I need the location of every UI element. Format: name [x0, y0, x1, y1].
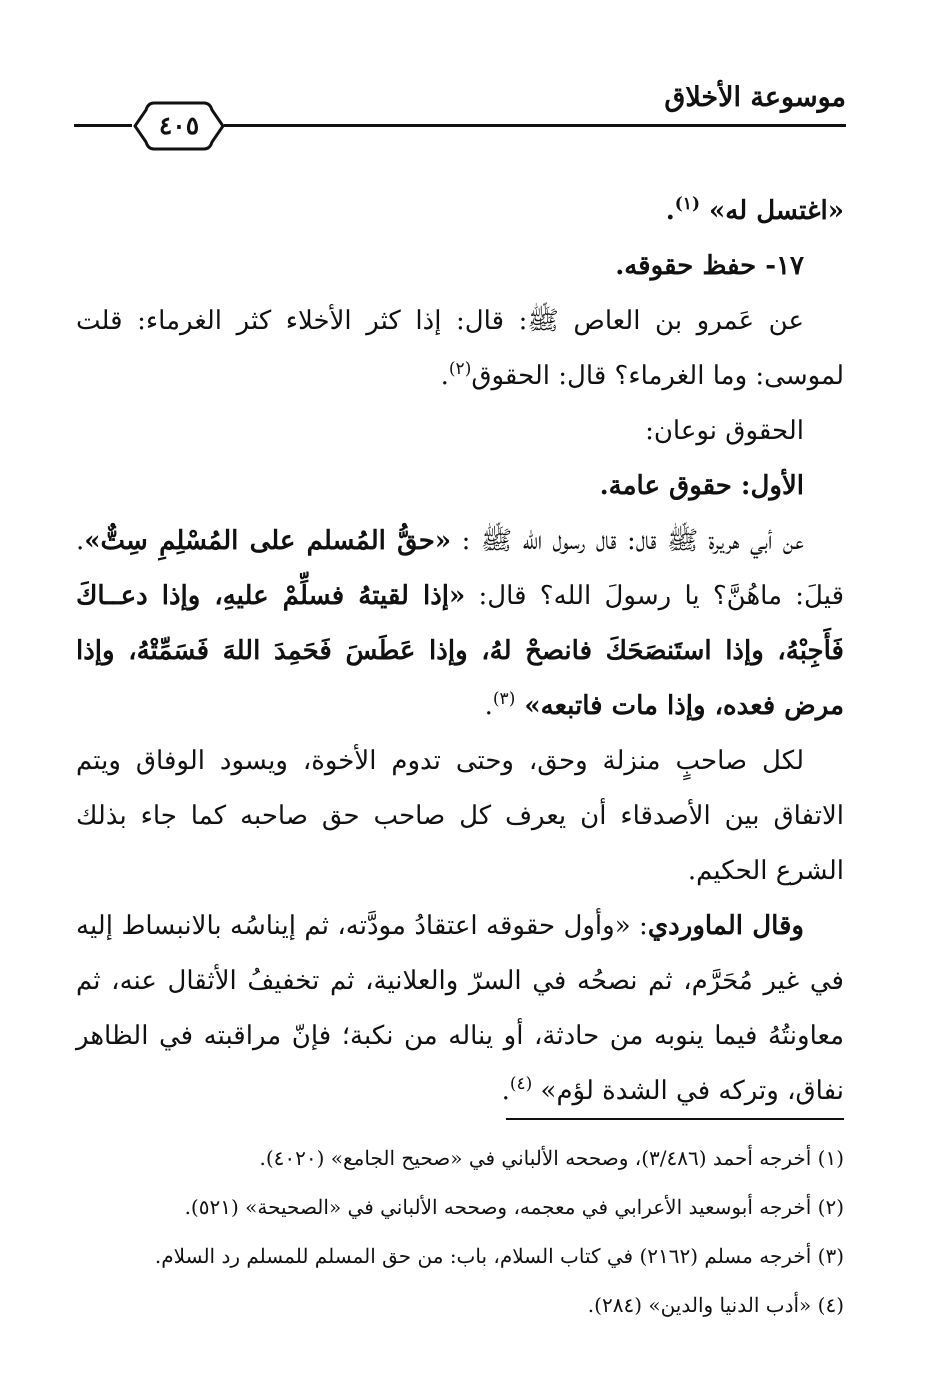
heading-17: ١٧- حفظ حقوقه. [615, 251, 804, 281]
book-title: موسوعة الأخلاق [664, 82, 846, 113]
footnote-ref-1: (١) [674, 194, 700, 214]
header-rule [224, 124, 846, 127]
footnote-1: (١) أخرجه أحمد (٣/٤٨٦)، وصححه الألباني في «صحيح الجامع» (٤٠٢٠). [259, 1146, 844, 1170]
paragraph-6 [76, 514, 844, 734]
hadith-intro: عن أبي هريرة ﷺ قال: قال رسول اللّه ﷺ : [451, 526, 804, 556]
period: . [484, 691, 493, 721]
footnote-ref-3: (٣) [492, 689, 516, 709]
paragraph-4: الحقوق نوعان: [645, 416, 804, 446]
page-header [74, 82, 846, 162]
footnote-4: (٤) «أدب الدنيا والدين» (٢٨٤). [587, 1293, 844, 1317]
footnote-separator [506, 1118, 844, 1120]
paragraph-1 [76, 184, 844, 239]
paragraph-7: لكل صاحبٍ منزلة وحق، وحتى تدوم الأخوة، ويسود الوفاق ويتم الاتفاق بين الأصدقاء أن يعرف كل صاحب حق صاحبه كما جاء بذلك الشرع الحكيم. [76, 746, 844, 886]
hadith-quote: «حقُّ المُسلم على المُسْلِمِ سِتٌّ» [84, 526, 452, 556]
mawardi-quote: : «وأول حقوقه اعتقادُ مودَّته، ثم إيناسُه بالانبساط إليه في غير مُحَرَّم، ثم نصحُه في السرّ والعلانية، ثم تخفيفُ الأثقال عنه، ثم معاونتُهُ فيما ينوبه من حادثة، أو يناله من نكبة؛ فإنّ مراقبته في الظاهر نفاق، وتركه في الشدة لؤم» [76, 911, 844, 1106]
page-number: ٤٠٥ [158, 111, 200, 140]
footnote-3: (٣) أخرجه مسلم (٢١٦٢) في كتاب السلام، باب: من حق المسلم للمسلم رد السلام. [154, 1244, 844, 1268]
header-rule-left [74, 124, 132, 127]
heading-first-type: الأول: حقوق عامة. [599, 471, 804, 501]
footnote-2: (٢) أخرجه أبوسعيد الأعرابي في معجمه، وصححه الألباني في «الصحيحة» (٥٢١). [184, 1195, 844, 1219]
period: . [501, 1076, 510, 1106]
paragraph-8 [76, 899, 844, 1119]
page-number-ornament [132, 100, 226, 152]
quote-text: «اغتسل له» [699, 196, 844, 226]
main-text [76, 184, 844, 1119]
period: . [440, 361, 449, 391]
hadith-question: . قيلَ: ماهُنَّ؟ يا رسولَ الله؟ قال: [76, 526, 844, 611]
author-name: وقال الماوردي [647, 911, 804, 941]
paragraph-3 [76, 294, 844, 404]
period: . [665, 196, 675, 226]
footnote-ref-4: (٤) [509, 1074, 533, 1094]
footnote-ref-2: (٢) [448, 359, 472, 379]
hadith-answer: «إذا لقيتهُ فسلِّمْ عليهِ، وإذا دعــاكَ فَأَجِبْهُ، وإذا استَنصَحَكَ فانصحْ لهُ، وإذا عَطَسَ فَحَمِدَ اللهَ فَسَمِّتْهُ، وإذا مرض فعده، وإذا مات فاتبعه» [76, 581, 844, 721]
footnotes [76, 1134, 844, 1330]
paragraph-3-text: عن عَمرو بن العاص ﷺ: قال: إذا كثر الأخلاء كثر الغرماء: قلت لموسى: وما الغرماء؟ قال: الحقوق [76, 306, 844, 391]
